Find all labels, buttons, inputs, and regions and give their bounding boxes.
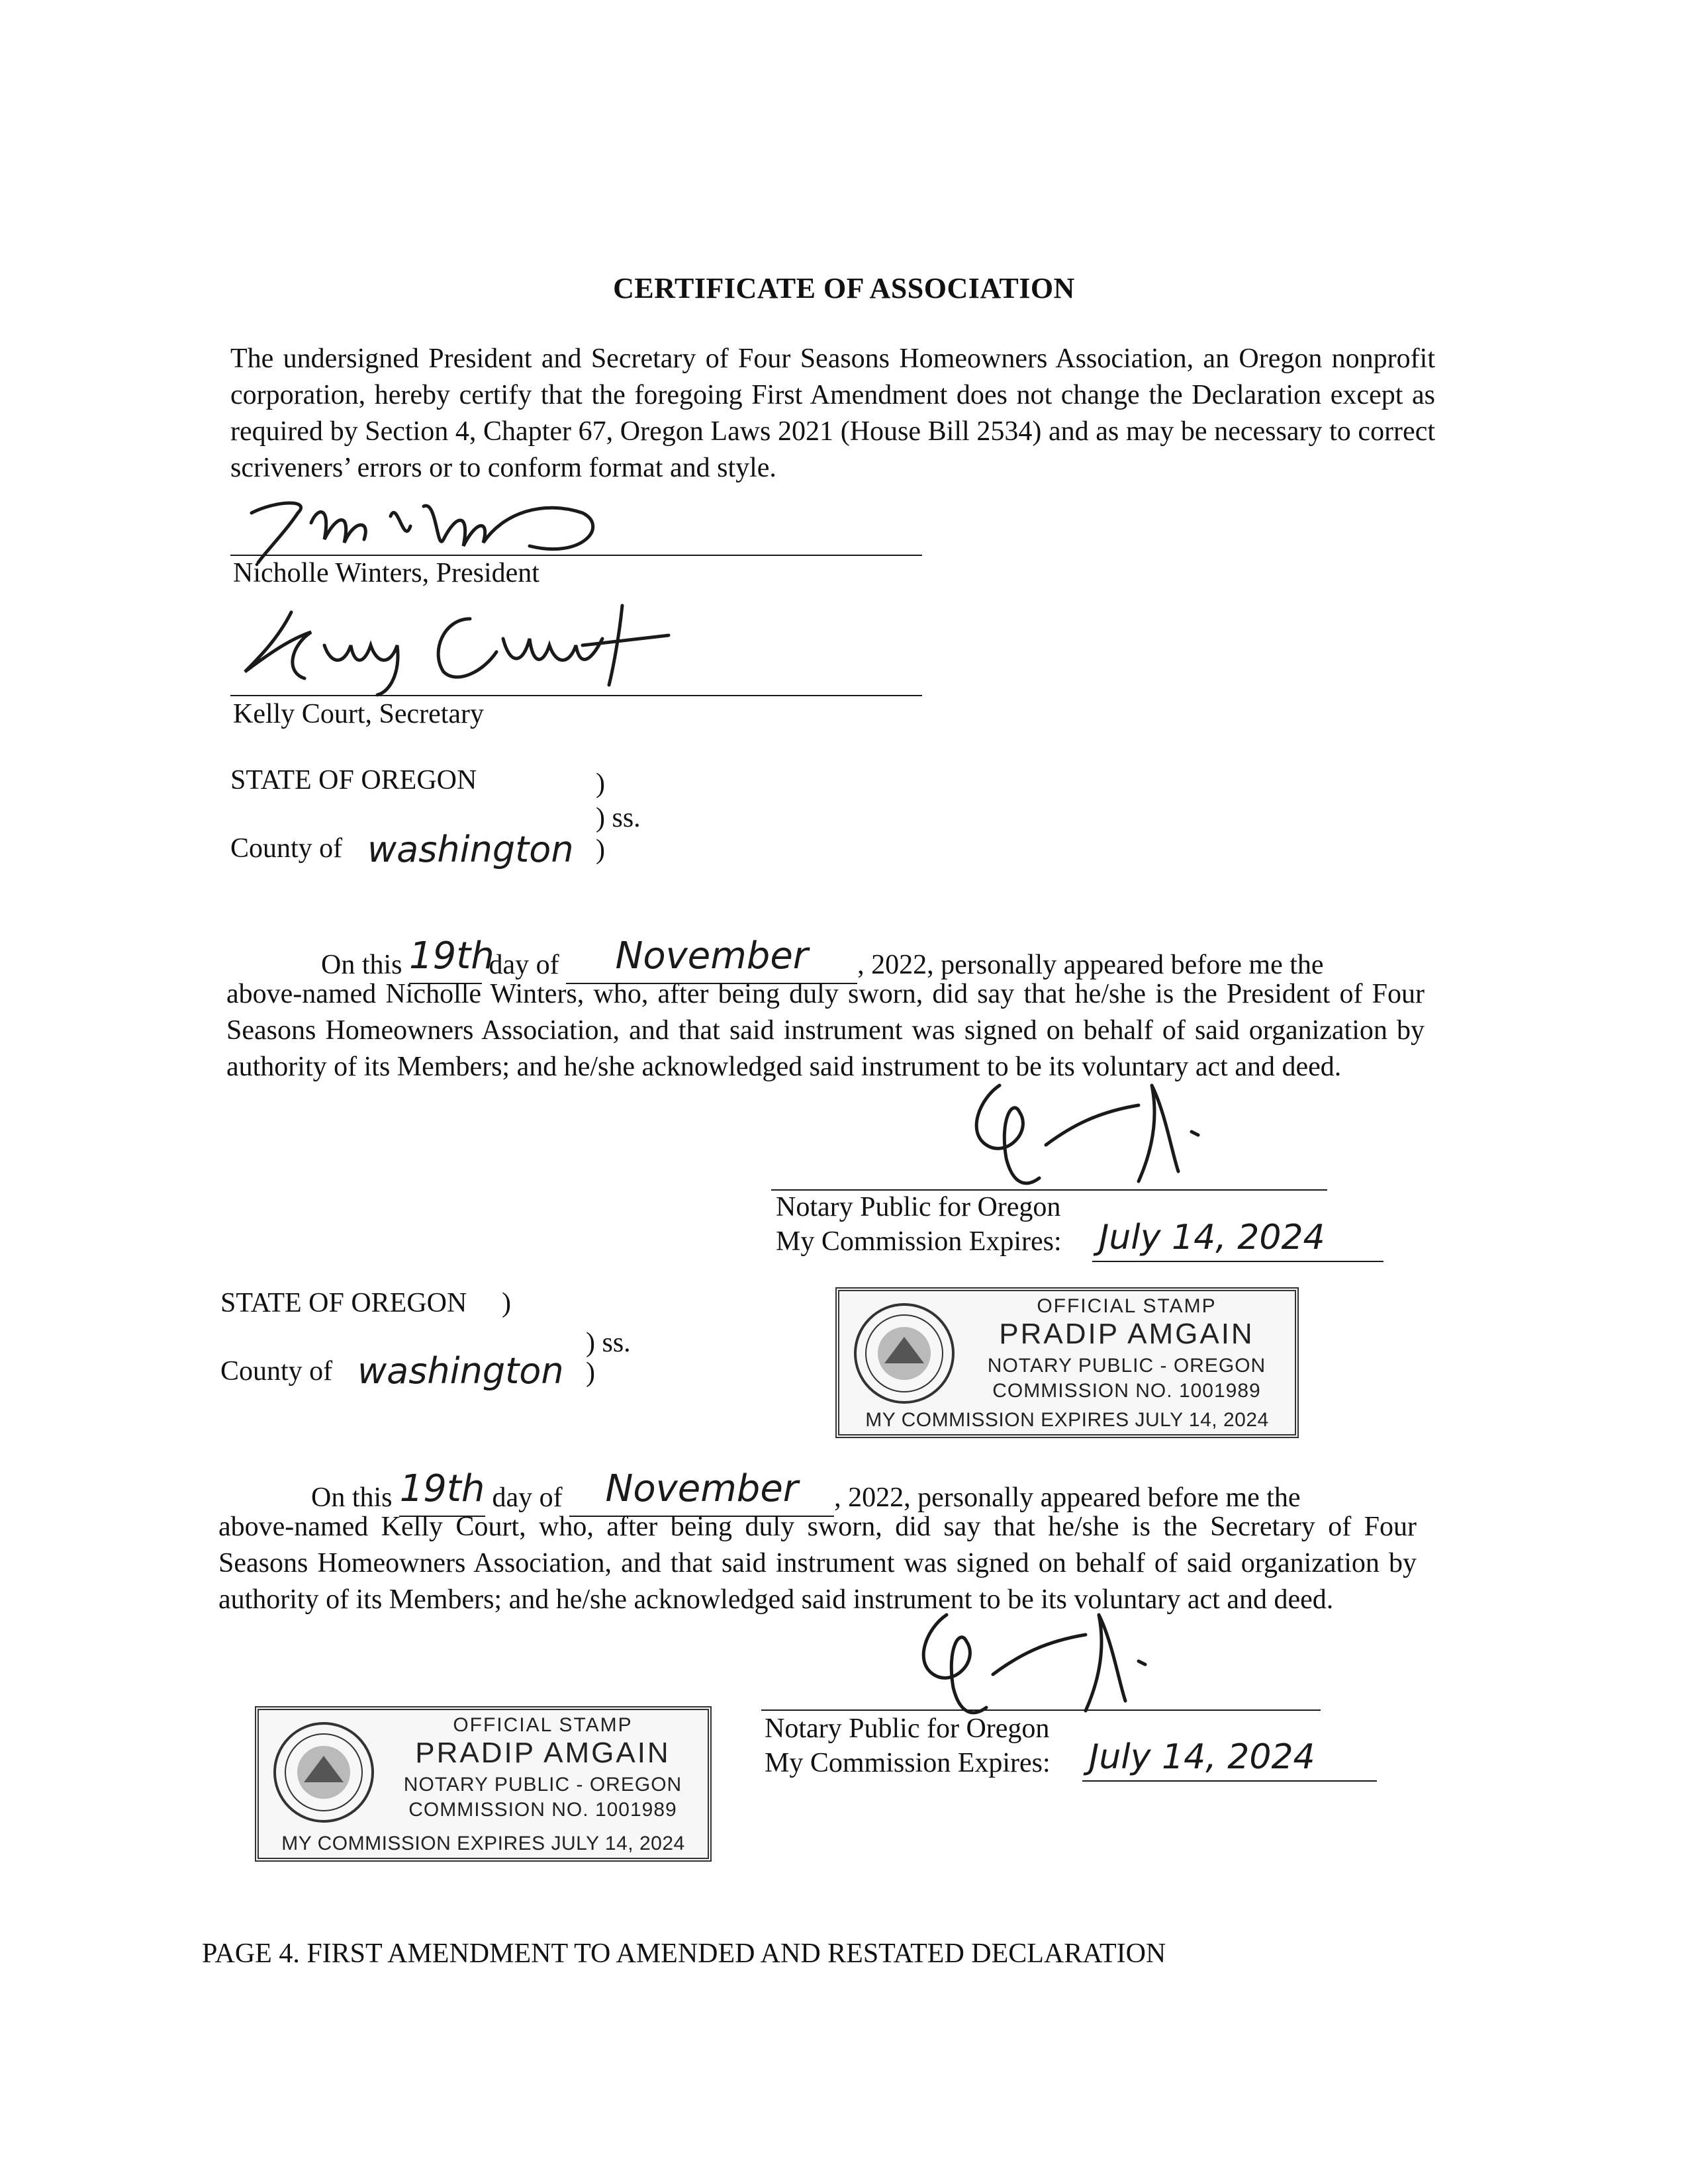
stamp-notary-1: NOTARY PUBLIC - OREGON <box>987 1355 1266 1377</box>
stamp-notary-2: NOTARY PUBLIC - OREGON <box>403 1774 682 1796</box>
stamp-commission-2: COMMISSION NO. 1001989 <box>408 1799 677 1821</box>
ack2-first-line-rest: , 2022, personally appeared before me the <box>834 1482 1301 1513</box>
stamp-commission-1: COMMISSION NO. 1001989 <box>992 1380 1261 1402</box>
notary-signature-line-2 <box>761 1709 1321 1711</box>
ack1-day-handwritten: 19th <box>409 934 494 978</box>
state-of-oregon-1: STATE OF OREGON <box>230 765 477 796</box>
stamp-expires-1: MY COMMISSION EXPIRES JULY 14, 2024 <box>865 1409 1269 1431</box>
commission-expires-underline-2 <box>1082 1780 1377 1782</box>
ack2-body: above-named Kelly Court, who, after being duly sworn, did say that he/she is the Secretary of Four Seasons Homeowners Association, and that said instrument was signed on behalf of said organization by authority of its Members; and he/she acknowledged said instrument to be its voluntary act and deed. <box>218 1512 1417 1615</box>
notary-public-label-2: Notary Public for Oregon <box>765 1713 1050 1744</box>
ack1-first-line-rest: , 2022, personally appeared before me the <box>857 950 1324 980</box>
president-label: Nicholle Winters, President <box>233 558 539 588</box>
state-seal-icon <box>851 1300 957 1406</box>
stamp-name-1: PRADIP AMGAIN <box>999 1318 1254 1350</box>
intro-paragraph: The undersigned President and Secretary of Four Seasons Homeowners Association, an Oregon nonprofit corporation, hereby certify that the foregoing First Amendment does not change the Declaration except as required by Section 4, Chapter 67, Oregon Laws 2021 (House Bill 2534) and as may be necessary to correct scriveners’ errors or to conform format and style. <box>230 343 1435 483</box>
venue-paren-1b: ) <box>596 835 605 865</box>
ack1-month-handwritten: November <box>615 934 808 978</box>
ack2-day-of: day of <box>492 1482 563 1513</box>
notary-signature-line-1 <box>771 1189 1327 1191</box>
page-footer: PAGE 4. FIRST AMENDMENT TO AMENDED AND RESTATED DECLARATION <box>202 1938 1166 1969</box>
ss-2: ) ss. <box>586 1328 631 1358</box>
stamp-official-1: OFFICIAL STAMP <box>1037 1295 1217 1317</box>
ack1-on-this: On this <box>321 950 402 980</box>
ack2-day-handwritten: 19th <box>399 1467 485 1510</box>
venue-paren-2b: ) <box>586 1357 595 1388</box>
commission-expires-handwritten-1: July 14, 2024 <box>1099 1218 1325 1257</box>
county-label-2: County of <box>220 1356 333 1387</box>
ack2-on-this: On this <box>311 1482 393 1513</box>
secretary-signature-line <box>230 695 922 696</box>
county-handwritten-1: washington <box>367 829 574 870</box>
commission-expires-label-2: My Commission Expires: <box>765 1748 1051 1778</box>
commission-expires-underline-1 <box>1092 1261 1383 1262</box>
secretary-signature <box>232 599 682 698</box>
official-stamp-1 <box>835 1287 1299 1438</box>
ack1-body: above-named Nicholle Winters, who, after being duly sworn, did say that he/she is the President of Four Seasons Homeowners Association, and that said instrument was signed on behalf of said organization by authority of its Members; and he/she acknowledged said instrument to be its voluntary act and deed. <box>226 979 1425 1082</box>
certificate-title: CERTIFICATE OF ASSOCIATION <box>613 272 1075 304</box>
ss-1: ) ss. <box>596 803 641 833</box>
president-signature <box>238 486 635 566</box>
county-label-1: County of <box>230 833 343 864</box>
ack2-month-handwritten: November <box>605 1467 798 1510</box>
notary-signature-1 <box>940 1072 1284 1191</box>
commission-expires-handwritten-2: July 14, 2024 <box>1089 1737 1315 1777</box>
president-signature-line <box>230 555 922 556</box>
state-seal-icon <box>271 1719 377 1825</box>
commission-expires-label-1: My Commission Expires: <box>776 1226 1062 1257</box>
stamp-expires-2: MY COMMISSION EXPIRES JULY 14, 2024 <box>281 1833 685 1854</box>
secretary-label: Kelly Court, Secretary <box>233 699 485 729</box>
venue-paren-2: ) <box>502 1288 511 1318</box>
stamp-official-2: OFFICIAL STAMP <box>453 1714 633 1736</box>
official-stamp-2 <box>255 1706 712 1862</box>
county-handwritten-2: washington <box>357 1350 564 1392</box>
stamp-name-2: PRADIP AMGAIN <box>415 1737 671 1769</box>
state-of-oregon-2: STATE OF OREGON <box>220 1288 467 1318</box>
ack1-day-of: day of <box>489 950 559 980</box>
notary-public-label-1: Notary Public for Oregon <box>776 1192 1061 1222</box>
venue-paren-1: ) <box>596 768 605 799</box>
notary-signature-2 <box>887 1602 1231 1721</box>
